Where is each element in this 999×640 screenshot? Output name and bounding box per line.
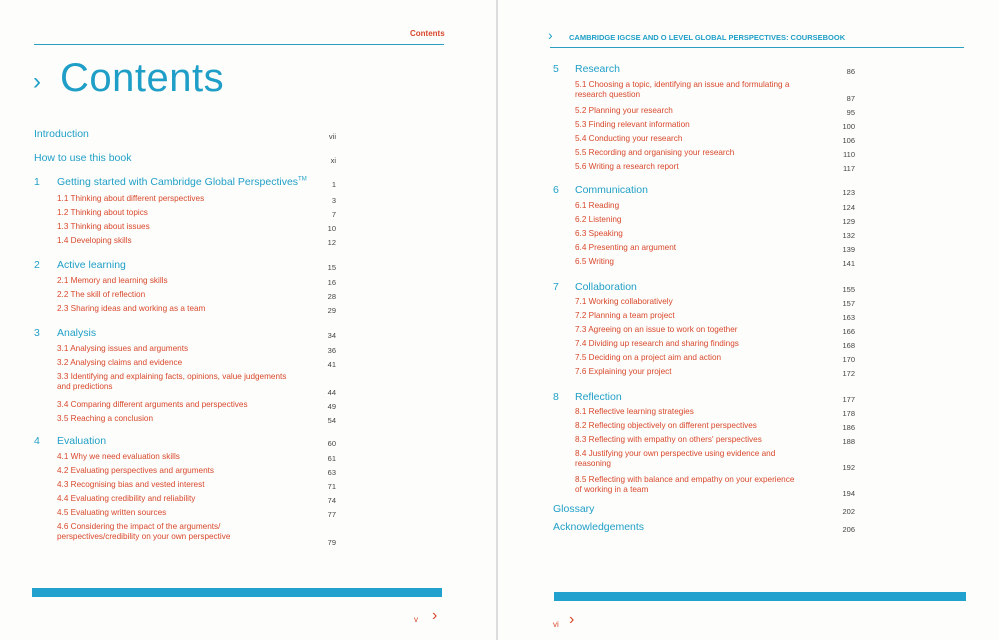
chapter-number: 5: [553, 63, 559, 75]
chapter-title-text: Communication: [575, 184, 648, 196]
section-page-number: 106: [842, 136, 855, 145]
section-page-number: 12: [327, 238, 336, 247]
section-link[interactable]: 5.3 Finding relevant information: [575, 120, 690, 129]
left-page: [0, 0, 496, 640]
section-link[interactable]: 6.3 Speaking: [575, 229, 623, 238]
footer-bar: [554, 592, 966, 601]
chapter-page-number: 34: [327, 331, 336, 340]
section-page-number: 100: [842, 122, 855, 131]
section-link[interactable]: 7.2 Planning a team project: [575, 311, 675, 320]
section-page-number: 178: [842, 409, 855, 418]
chapter-number: 2: [34, 259, 40, 271]
toc-page-number: 206: [842, 525, 855, 534]
chapter-title[interactable]: [575, 281, 637, 293]
running-header: CAMBRIDGE IGCSE AND O LEVEL GLOBAL PERSPECTIVES: COURSEBOOK: [569, 33, 846, 42]
right-page: [498, 0, 999, 640]
chapter-page-number: 60: [327, 439, 336, 448]
page-title: Contents: [60, 56, 225, 100]
footer-bar: [32, 588, 442, 597]
trademark-mark: TM: [298, 176, 307, 183]
title-chevron-icon: ›: [33, 68, 41, 95]
section-page-number: 132: [842, 231, 855, 240]
chapter-title[interactable]: [57, 327, 96, 339]
header-chevron-icon: ›: [548, 27, 553, 43]
chapter-title-text: Evaluation: [57, 435, 107, 447]
chapter-page-number: 155: [842, 285, 855, 294]
footer-chevron-icon: ›: [569, 611, 575, 628]
toc-entry-how-to-use[interactable]: How to use this book: [34, 152, 132, 164]
section-link[interactable]: 6.1 Reading: [575, 201, 620, 210]
section-link[interactable]: 4.4 Evaluating credibility and reliability: [57, 494, 196, 503]
chapter-title[interactable]: [57, 176, 307, 188]
section-link[interactable]: 8.3 Reflecting with empathy on others' perspectives: [575, 435, 762, 444]
section-link[interactable]: 1.3 Thinking about issues: [57, 222, 150, 231]
section-link[interactable]: 4.1 Why we need evaluation skills: [57, 452, 180, 461]
chapter-title[interactable]: [575, 63, 620, 75]
chapter-title-text: Reflection: [575, 391, 622, 403]
section-link[interactable]: 8.4 Justifying your own perspective using evidence and reasoning: [575, 449, 776, 468]
header-rule: [550, 47, 964, 48]
header-rule: [34, 44, 444, 45]
chapter-page-number: 123: [842, 188, 855, 197]
section-link[interactable]: 3.4 Comparing different arguments and perspectives: [57, 400, 248, 409]
section-link[interactable]: 8.1 Reflective learning strategies: [575, 407, 694, 416]
section-page-number: 44: [327, 388, 336, 397]
section-link[interactable]: 7.5 Deciding on a project aim and action: [575, 353, 722, 362]
section-page-number: 157: [842, 299, 855, 308]
section-link[interactable]: 5.4 Conducting your research: [575, 134, 683, 143]
section-page-number: 95: [846, 108, 855, 117]
toc-entry-acknowledgements[interactable]: Acknowledgements: [553, 521, 645, 533]
running-header: Contents: [410, 29, 445, 38]
chapter-title-text: Active learning: [57, 259, 126, 271]
page-number: vi: [553, 620, 559, 629]
section-page-number: 28: [327, 292, 336, 301]
section-page-number: 79: [327, 538, 336, 547]
section-link[interactable]: 3.1 Analysing issues and arguments: [57, 344, 189, 353]
section-link[interactable]: 7.1 Working collaboratively: [575, 297, 673, 306]
section-page-number: 117: [843, 164, 855, 173]
toc-page-number: xi: [330, 156, 336, 165]
section-page-number: 41: [327, 360, 336, 369]
section-link[interactable]: 8.5 Reflecting with balance and empathy on your experience of working in a team: [575, 475, 795, 494]
section-page-number: 139: [842, 245, 855, 254]
section-link[interactable]: 7.4 Dividing up research and sharing findings: [575, 339, 739, 348]
chapter-title[interactable]: [57, 259, 126, 271]
chapter-title-text: Collaboration: [575, 281, 637, 293]
toc-entry-glossary[interactable]: Glossary: [553, 503, 595, 515]
section-page-number: 3: [331, 196, 336, 205]
section-page-number: 110: [843, 150, 855, 159]
section-link[interactable]: 6.5 Writing: [575, 257, 614, 266]
section-page-number: 141: [842, 259, 855, 268]
section-page-number: 54: [327, 416, 336, 425]
chapter-title[interactable]: [57, 435, 106, 447]
chapter-number: 3: [34, 327, 40, 339]
section-page-number: 188: [842, 437, 855, 446]
section-link[interactable]: 2.3 Sharing ideas and working as a team: [57, 304, 206, 313]
section-link[interactable]: 7.6 Explaining your project: [575, 367, 672, 376]
section-page-number: 163: [842, 313, 855, 322]
section-page-number: 71: [327, 482, 336, 491]
section-link[interactable]: 3.2 Analysing claims and evidence: [57, 358, 183, 367]
toc-page-number: vii: [328, 132, 336, 141]
section-page-number: 16: [327, 278, 336, 287]
chapter-page-number: 1: [331, 180, 336, 189]
section-link[interactable]: 5.6 Writing a research report: [575, 162, 679, 171]
chapter-title-text: Getting started with Cambridge Global Perspectives: [57, 176, 299, 188]
section-page-number: 61: [327, 454, 336, 463]
section-page-number: 194: [842, 489, 855, 498]
section-link[interactable]: 2.2 The skill of reflection: [57, 290, 146, 299]
section-page-number: 186: [842, 423, 855, 432]
chapter-title-text: Research: [575, 63, 620, 75]
section-link[interactable]: 3.5 Reaching a conclusion: [57, 414, 154, 423]
section-page-number: 129: [842, 217, 855, 226]
section-link[interactable]: 1.4 Developing skills: [57, 236, 132, 245]
section-link[interactable]: 2.1 Memory and learning skills: [57, 276, 168, 285]
section-link[interactable]: 5.5 Recording and organising your research: [575, 148, 735, 157]
chapter-number: 8: [553, 391, 559, 403]
chapter-number: 6: [553, 184, 559, 196]
section-link[interactable]: 5.2 Planning your research: [575, 106, 673, 115]
section-page-number: 170: [842, 355, 855, 364]
section-link[interactable]: 8.2 Reflecting objectively on different perspectives: [575, 421, 757, 430]
section-link[interactable]: 4.6 Considering the impact of the arguments/ perspectives/credibility on your own perspective: [57, 522, 231, 541]
section-link[interactable]: 4.3 Recognising bias and vested interest: [57, 480, 205, 489]
section-page-number: 87: [846, 94, 855, 103]
page-number: v: [414, 615, 418, 624]
section-page-number: 192: [842, 463, 855, 472]
section-page-number: 29: [327, 306, 336, 315]
section-link[interactable]: 4.2 Evaluating perspectives and arguments: [57, 466, 215, 475]
section-link[interactable]: 1.2 Thinking about topics: [57, 208, 148, 217]
section-page-number: 124: [842, 203, 855, 212]
section-page-number: 49: [327, 402, 336, 411]
toc-page-number: 202: [842, 507, 855, 516]
section-link[interactable]: 1.1 Thinking about different perspectives: [57, 194, 205, 203]
chapter-page-number: 15: [327, 263, 336, 272]
footer-chevron-icon: ›: [432, 607, 438, 624]
chapter-page-number: 86: [846, 67, 855, 76]
chapter-title-text: Analysis: [57, 327, 97, 339]
chapter-page-number: 177: [842, 395, 855, 404]
section-page-number: 10: [327, 224, 336, 233]
chapter-number: 1: [34, 176, 40, 188]
section-page-number: 74: [327, 496, 336, 505]
section-page-number: 166: [842, 327, 855, 336]
toc-entry-introduction[interactable]: Introduction: [34, 128, 89, 140]
section-link[interactable]: 7.3 Agreeing on an issue to work on together: [575, 325, 738, 334]
chapter-number: 4: [34, 435, 40, 447]
chapter-title[interactable]: [575, 391, 622, 403]
section-link[interactable]: 6.2 Listening: [575, 215, 622, 224]
section-page-number: 36: [327, 346, 336, 355]
section-page-number: 168: [842, 341, 855, 350]
chapter-number: 7: [553, 281, 559, 293]
chapter-title[interactable]: [575, 184, 648, 196]
section-link[interactable]: 5.1 Choosing a topic, identifying an issue and formulating a research question: [575, 80, 790, 99]
section-link[interactable]: 3.3 Identifying and explaining facts, opinions, value judgements and predictions: [57, 372, 287, 391]
section-link[interactable]: 4.5 Evaluating written sources: [57, 508, 167, 517]
section-link[interactable]: 6.4 Presenting an argument: [575, 243, 677, 252]
section-page-number: 172: [842, 369, 855, 378]
section-page-number: 77: [327, 510, 336, 519]
section-page-number: 63: [327, 468, 336, 477]
section-page-number: 7: [331, 210, 336, 219]
